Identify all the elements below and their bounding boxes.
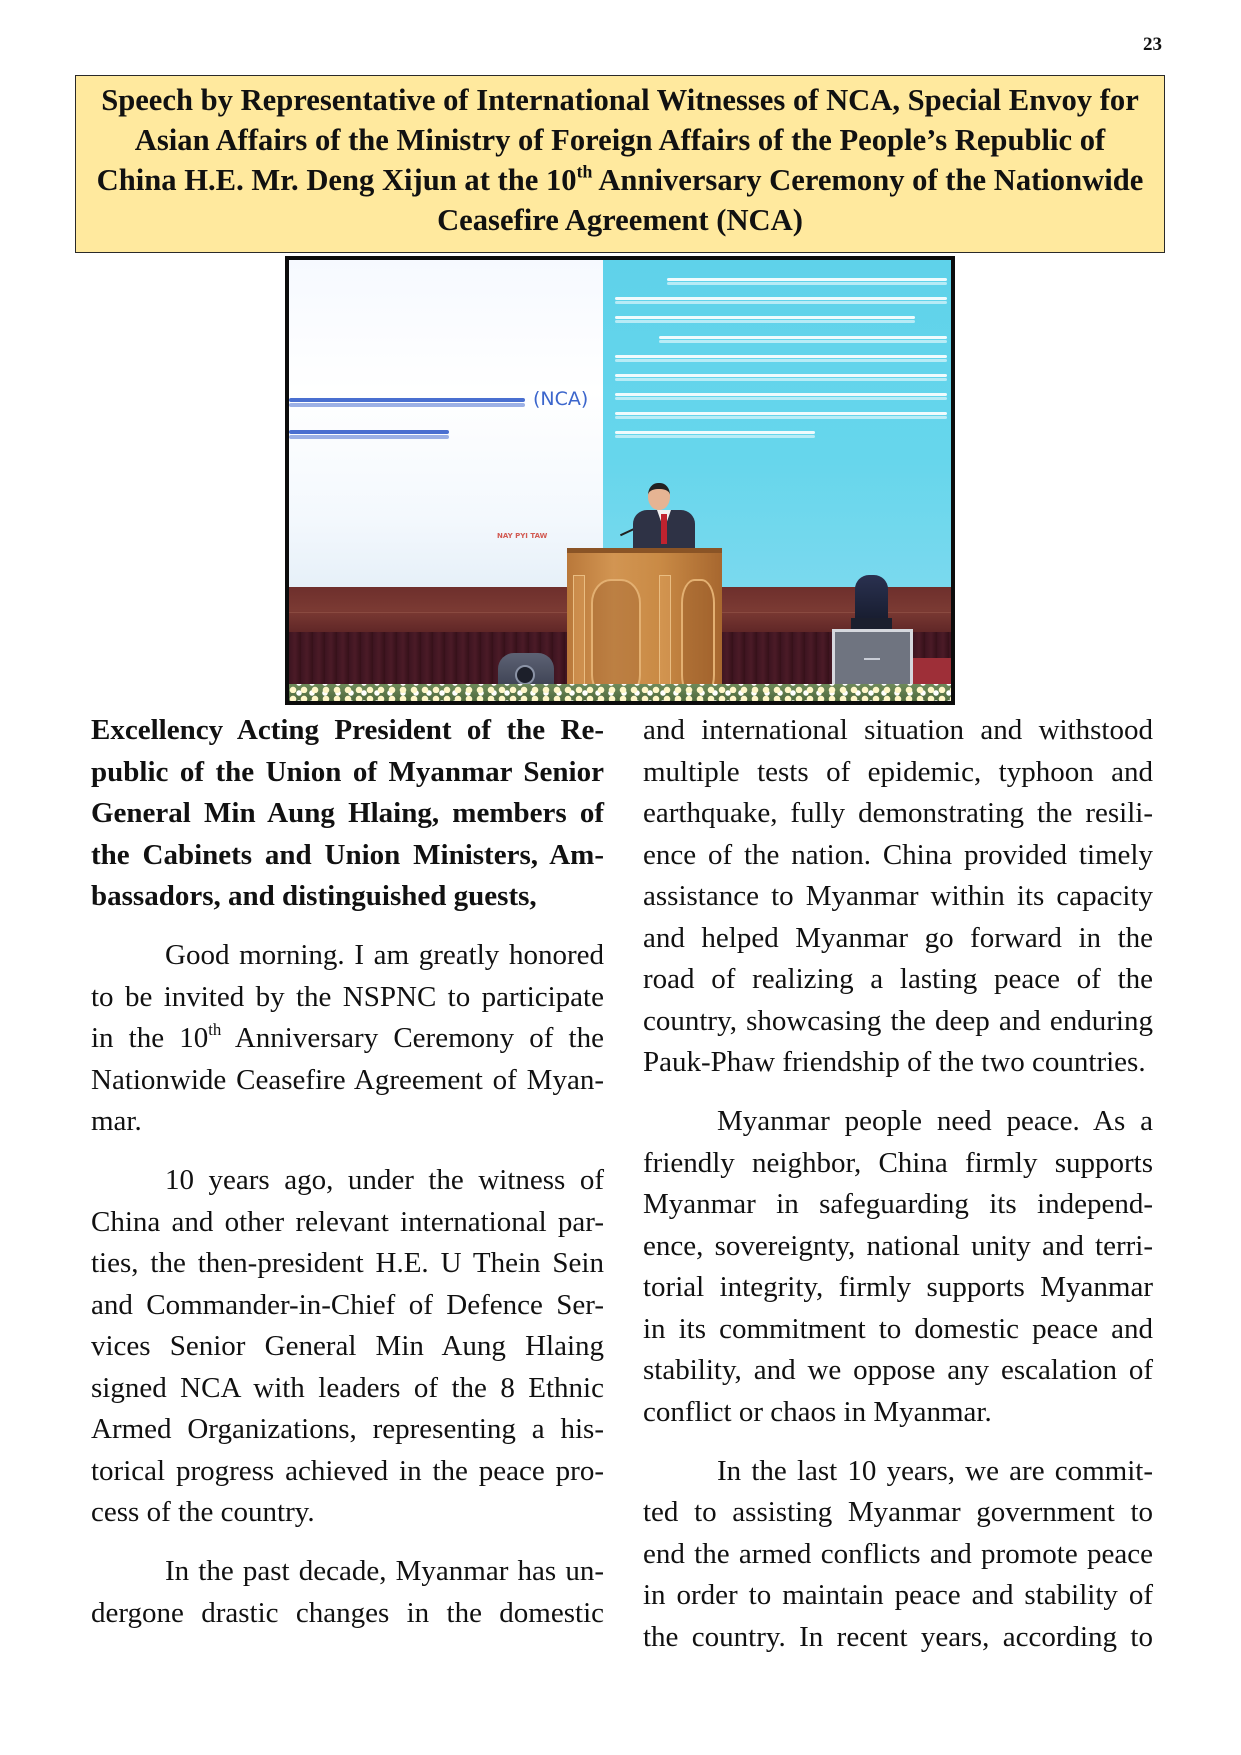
screen-venue-label: NAY PYI TAW bbox=[497, 532, 548, 540]
text-line: ted to assisting Myanmar government to bbox=[643, 1496, 1153, 1528]
screen-text-stroke bbox=[615, 316, 915, 319]
text-line: in its commitment to domestic peace and bbox=[643, 1312, 1153, 1345]
podium-carved-panel bbox=[591, 579, 641, 699]
text-line bbox=[91, 1018, 604, 1060]
text-line: road of realizing a lasting peace of the bbox=[643, 963, 1153, 995]
text-line: China and other relevant international par- bbox=[91, 1205, 604, 1238]
title-text: China H.E. Mr. Deng Xijun at the 10 bbox=[96, 163, 577, 197]
text-line: In the past decade, Myanmar has un- bbox=[165, 1555, 604, 1587]
ordinal-suffix: th bbox=[208, 1020, 222, 1040]
speaker-tie bbox=[661, 514, 667, 544]
title-line: Ceasefire Agreement (NCA) bbox=[437, 203, 803, 237]
stage-light-lens bbox=[515, 665, 535, 685]
decade-paragraph bbox=[91, 1551, 604, 1634]
speaker-head bbox=[648, 483, 670, 510]
equipment-case bbox=[832, 629, 913, 692]
text-line: Myanmar people need peace. As a bbox=[717, 1105, 1153, 1137]
text-line: ence of the nation. China provided timely bbox=[643, 838, 1153, 871]
screen-text-stroke bbox=[659, 336, 947, 339]
text-line: Nationwide Ceasefire Agreement of Myan- bbox=[91, 1063, 604, 1096]
text-line: and international situation and withstood bbox=[643, 714, 1153, 746]
text-line: Pauk-Phaw friendship of the two countries. bbox=[643, 1046, 1146, 1078]
title-line bbox=[76, 160, 1164, 200]
text-line: assistance to Myanmar within its capacity bbox=[643, 880, 1153, 912]
text-line: vices Senior General Min Aung Hlaing bbox=[91, 1330, 604, 1362]
led-screen-left bbox=[289, 260, 603, 587]
text-line: the country. In recent years, according to bbox=[643, 1620, 1153, 1653]
text-line: dergone drastic changes in the domestic bbox=[91, 1596, 604, 1629]
text-line: end the armed conflicts and promote peace bbox=[643, 1537, 1153, 1570]
screen-text-stroke bbox=[615, 431, 815, 434]
title-line: Speech by Representative of International Witnesses of NCA, Special Envoy for bbox=[101, 83, 1139, 117]
podium-column bbox=[659, 575, 671, 697]
text-fragment: in the 10 bbox=[91, 1022, 209, 1054]
screen-text-stroke bbox=[615, 374, 947, 377]
text-line: earthquake, fully demonstrating the resili- bbox=[643, 797, 1153, 829]
screen-text-stroke bbox=[667, 278, 947, 281]
text-line: public of the Union of Myanmar Senior bbox=[91, 755, 604, 788]
salutation-paragraph bbox=[91, 710, 604, 918]
stage-flowers bbox=[289, 684, 951, 701]
continued-paragraph bbox=[643, 710, 1153, 1084]
text-line: multiple tests of epidemic, typhoon and bbox=[643, 755, 1153, 788]
screen-title-stroke bbox=[289, 430, 449, 434]
text-line: ence, sovereignty, national unity and terri- bbox=[643, 1229, 1153, 1262]
right-column bbox=[643, 710, 1153, 1676]
text-line: In the last 10 years, we are commit- bbox=[717, 1454, 1153, 1487]
text-line: conflict or chaos in Myanmar. bbox=[643, 1395, 992, 1428]
text-line: friendly neighbor, China firmly supports bbox=[643, 1146, 1153, 1179]
text-line: Excellency Acting President of the Re- bbox=[91, 714, 604, 746]
text-line: country, showcasing the deep and enduring bbox=[643, 1004, 1153, 1037]
screen-text-stroke bbox=[615, 355, 947, 358]
text-line: Good morning. I am greatly honored bbox=[165, 939, 604, 971]
text-line: in order to maintain peace and stability of bbox=[643, 1579, 1153, 1611]
screen-nca-label: (NCA) bbox=[533, 388, 589, 410]
text-line: ties, the then-president H.E. U Thein Sein bbox=[91, 1247, 604, 1279]
text-line: torical progress achieved in the peace pro- bbox=[91, 1454, 604, 1487]
text-line: Armed Organizations, representing a his- bbox=[91, 1413, 604, 1445]
text-line: General Min Aung Hlaing, members of bbox=[91, 797, 604, 829]
greeting-paragraph bbox=[91, 935, 604, 1143]
history-paragraph bbox=[91, 1160, 604, 1534]
text-line: bassadors, and distinguished guests, bbox=[91, 880, 537, 912]
text-line: mar. bbox=[91, 1105, 142, 1137]
text-line: stability, and we oppose any escalation of bbox=[643, 1354, 1153, 1386]
text-line: and helped Myanmar go forward in the bbox=[643, 921, 1153, 954]
podium-carved-panel bbox=[681, 579, 715, 699]
title-box bbox=[75, 75, 1165, 253]
title-text: Anniversary Ceremony of the Nationwide bbox=[592, 163, 1144, 197]
text-line: to be invited by the NSPNC to participate bbox=[91, 980, 604, 1013]
screen-text-stroke bbox=[615, 393, 947, 396]
text-line: cess of the country. bbox=[91, 1496, 315, 1528]
screen-text-stroke bbox=[615, 412, 947, 415]
text-line: the Cabinets and Union Ministers, Am- bbox=[91, 838, 604, 871]
podium-column bbox=[573, 575, 585, 697]
screen-text-stroke bbox=[615, 297, 947, 300]
text-line: Myanmar in safeguarding its independ- bbox=[643, 1188, 1153, 1220]
ceremony-photo bbox=[285, 256, 955, 705]
text-line: signed NCA with leaders of the 8 Ethnic bbox=[91, 1371, 604, 1404]
stage-light-base bbox=[851, 618, 892, 629]
peace-paragraph bbox=[643, 1101, 1153, 1433]
podium bbox=[567, 548, 722, 698]
equipment-case-logo bbox=[864, 658, 880, 660]
text-line: torial integrity, firmly supports Myanmar bbox=[643, 1271, 1153, 1303]
ordinal-suffix: th bbox=[576, 161, 593, 182]
text-line: and Commander-in-Chief of Defence Ser- bbox=[91, 1288, 604, 1321]
left-column bbox=[91, 710, 604, 1652]
commitment-paragraph bbox=[643, 1451, 1153, 1659]
title-line: Asian Affairs of the Ministry of Foreign Affairs of the People’s Republic of bbox=[134, 123, 1106, 157]
page-number: 23 bbox=[1143, 34, 1162, 55]
text-line: 10 years ago, under the witness of bbox=[165, 1164, 604, 1196]
screen-title-stroke bbox=[289, 398, 525, 402]
text-fragment: Anniversary Ceremony of the bbox=[221, 1022, 604, 1054]
